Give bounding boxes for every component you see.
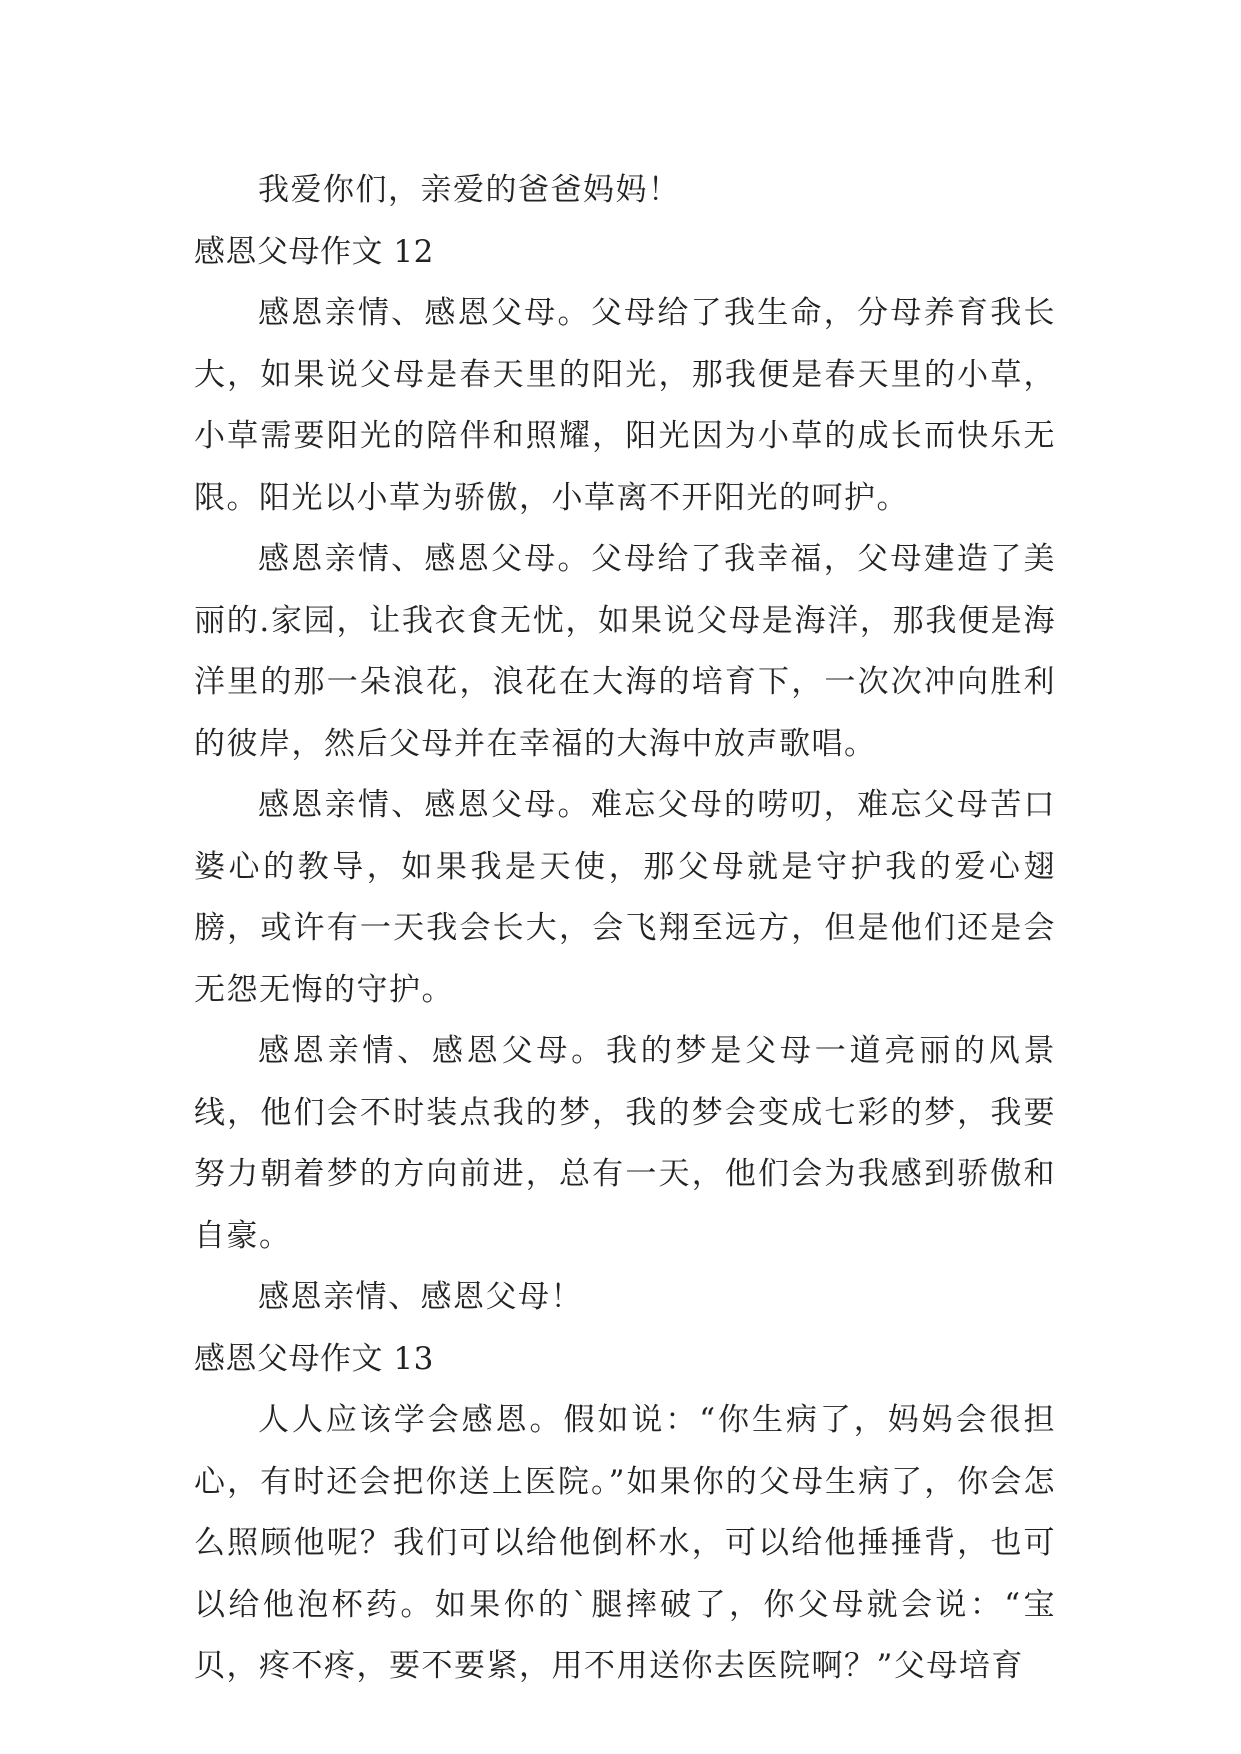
paragraph-dream: 感恩亲情、感恩父母。我的梦是父母一道亮丽的风景线，他们会不时装点我的梦，我的梦会变成七彩的梦，我要努力朝着梦的方向前进，总有一天，他们会为我感到骄傲和自豪。 — [194, 1033, 1056, 1254]
paragraph-angel: 感恩亲情、感恩父母。难忘父母的唠叨，难忘父母苦口婆心的教导，如果我是天使，那父母就是守护我的爱心翅膀，或许有一天我会长大，会飞翔至远方，但是他们还是会无怨无悔的守护。 — [194, 787, 1056, 1008]
essay-heading-13: 感恩父母作文 13 — [194, 1340, 434, 1377]
closing-line: 我爱你们，亲爱的爸爸妈妈！ — [258, 172, 681, 208]
paragraph-conclusion: 感恩亲情、感恩父母！ — [258, 1279, 583, 1315]
paragraph-sunshine: 感恩亲情、感恩父母。父母给了我生命，分母养育我长大，如果说父母是春天里的阳光，那我便是春天里的小草，小草需要阳光的陪伴和照耀，阳光因为小草的成长而快乐无限。阳光以小草为骄傲，小草离不开阳光的呵护。 — [194, 295, 1056, 516]
essay-heading-12: 感恩父母作文 12 — [194, 233, 434, 270]
paragraph-ocean: 感恩亲情、感恩父母。父母给了我幸福，父母建造了美丽的.家园，让我衣食无忧，如果说父母是海洋，那我便是海洋里的那一朵浪花，浪花在大海的培育下，一次次冲向胜利的彼岸，然后父母并在幸福的大海中放声歌唱。 — [194, 541, 1056, 762]
paragraph-gratitude: 人人应该学会感恩。假如说：“你生病了，妈妈会很担心，有时还会把你送上医院。”如果你的父母生病了，你会怎么照顾他呢？我们可以给他倒杯水，可以给他捶捶背，也可以给他泡杯药。如果你的`腿摔破了，你父母就会说：“宝贝，疼不疼，要不要紧，用不用送你去医院啊？”父母培育 — [194, 1402, 1056, 1684]
document-page — [194, 160, 1056, 1698]
